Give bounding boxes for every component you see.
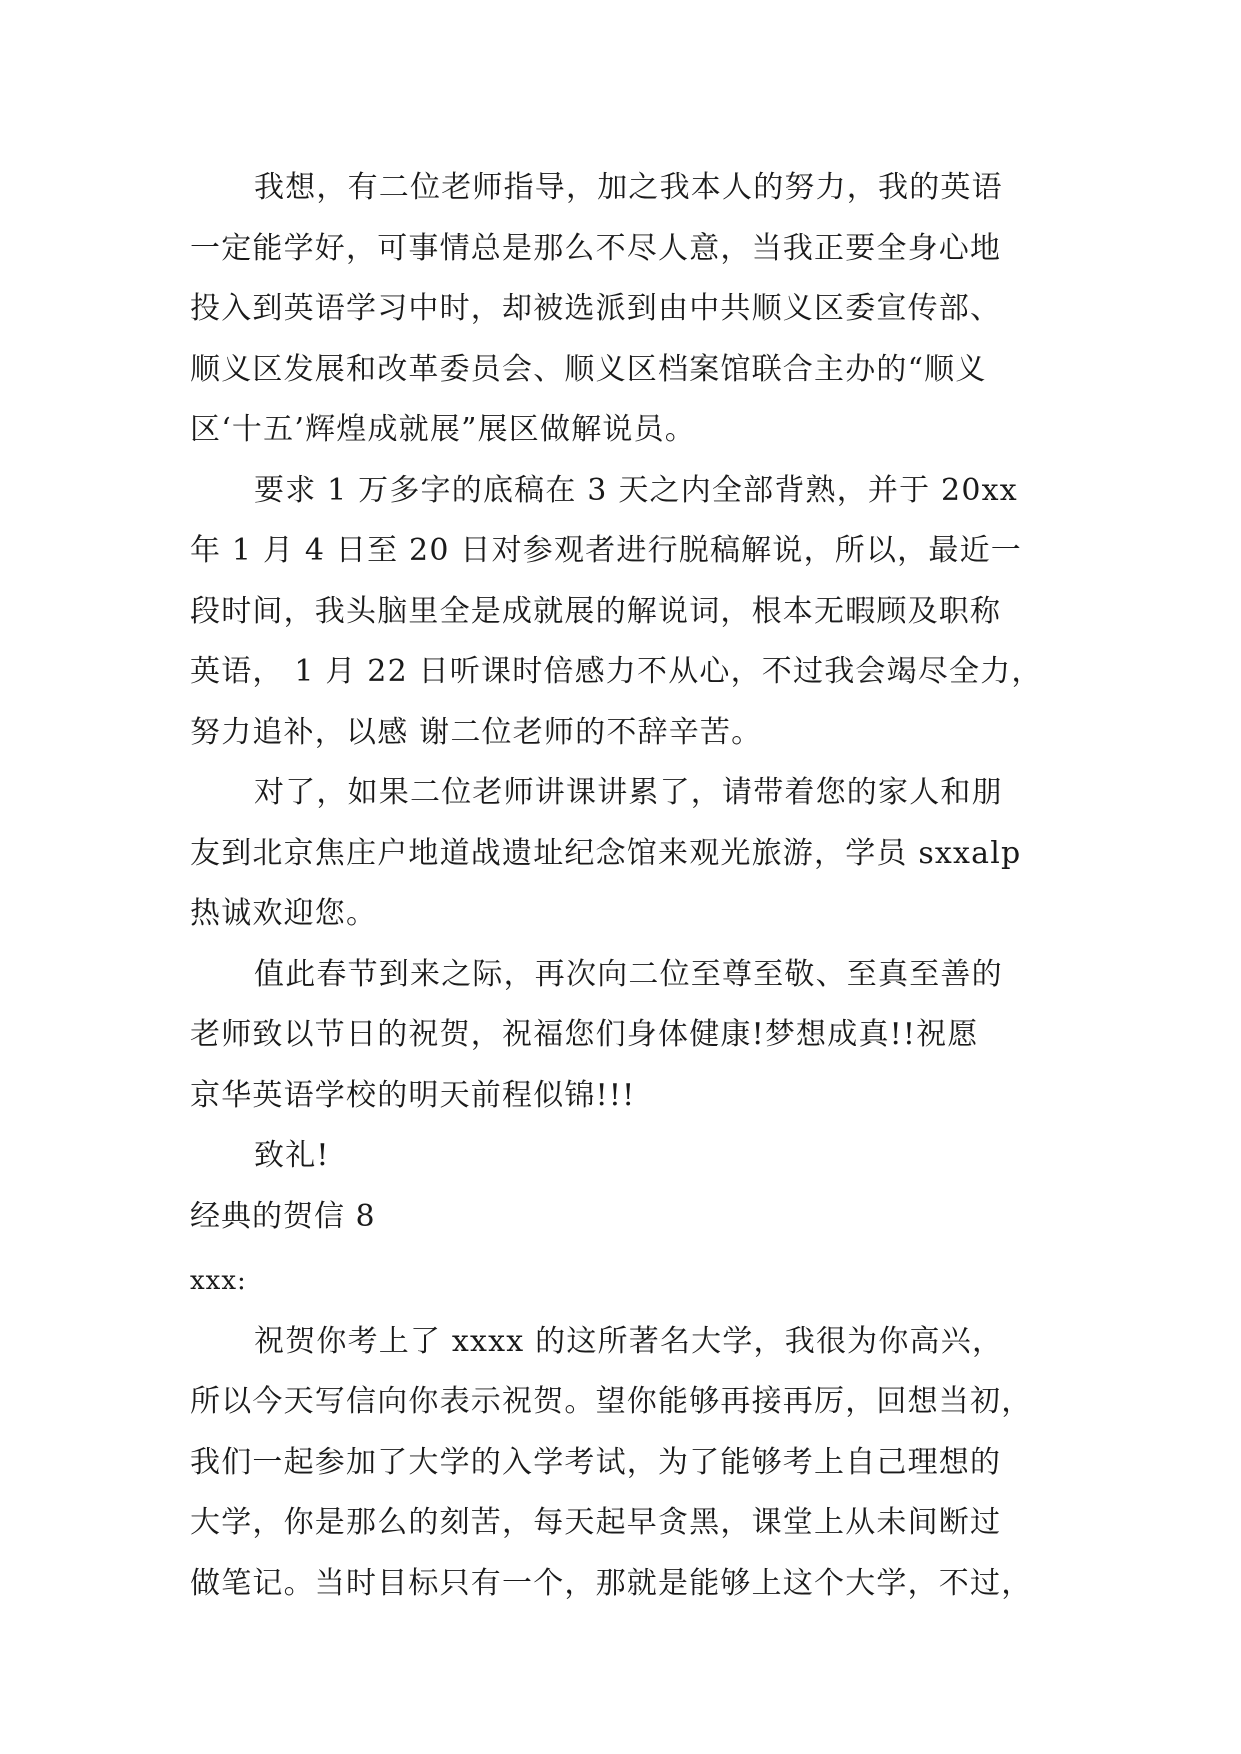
closing [190,1126,1070,1187]
text-line: 段时间，我头脑里全是成就展的解说词，根本无暇顾及职称 [190,593,1002,629]
section-title: 经典的贺信 8 [190,1198,376,1234]
text-line: 祝贺你考上了 xxxx 的这所著名大学，我很为你高兴， [254,1323,1004,1359]
text-line: 一定能学好，可事情总是那么不尽人意，当我正要全身心地 [190,230,1002,266]
paragraph-1 [190,158,1070,461]
text-line: 京华英语学校的明天前程似锦!!! [190,1077,636,1113]
paragraph-3 [190,763,1070,945]
text-line: 值此春节到来之际，再次向二位至尊至敬、至真至善的 [254,956,1003,992]
text-line: 大学，你是那么的刻苦，每天起早贪黑，课堂上从未间断过 [190,1505,1002,1540]
document-body [190,158,1070,1614]
text-line: 友到北京焦庄户地道战遗址纪念馆来观光旅游，学员 sxxalp [190,835,1022,871]
text-line: 我们一起参加了大学的入学考试，为了能够考上自己理想的 [190,1444,1002,1480]
text-line: 我想，有二位老师指导，加之我本人的努力，我的英语 [254,170,1003,205]
salutation: xxx: [190,1266,247,1296]
text-line: 要求 1 万多字的底稿在 3 天之内全部背熟，并于 20xx [254,472,1018,508]
text-line: 努力追补，以感 谢二位老师的不辞辛苦。 [190,714,763,750]
text-line: 投入到英语学习中时，却被选派到由中共顺义区委宣传部、 [190,291,1002,326]
text-line: 年 1 月 4 日至 20 日对参观者进行脱稿解说，所以，最近一 [190,533,1022,568]
text-line: 老师致以节日的祝贺，祝福您们身体健康!梦想成真!!祝愿 [190,1017,979,1052]
paragraph-4 [190,945,1070,1127]
text-line: 热诚欢迎您。 [190,896,378,931]
text-line: 区‘十五’辉煌成就展”展区做解说员。 [190,412,697,447]
text-line: 顺义区发展和改革委员会、顺义区档案馆联合主办的“顺义 [190,351,987,387]
text-line: 做笔记。当时目标只有一个，那就是能够上这个大学，不过， [190,1565,1033,1601]
text-line: 对了，如果二位老师讲课讲累了，请带着您的家人和朋 [254,775,1003,810]
paragraph-5 [190,1312,1070,1615]
text-line: 英语， 1 月 22 日听课时倍感力不从心，不过我会竭尽全力， [190,654,1043,689]
closing-line: 致礼! [254,1138,330,1173]
text-line: 所以今天写信向你表示祝贺。望你能够再接再厉，回想当初， [190,1384,1033,1419]
paragraph-2 [190,461,1070,764]
